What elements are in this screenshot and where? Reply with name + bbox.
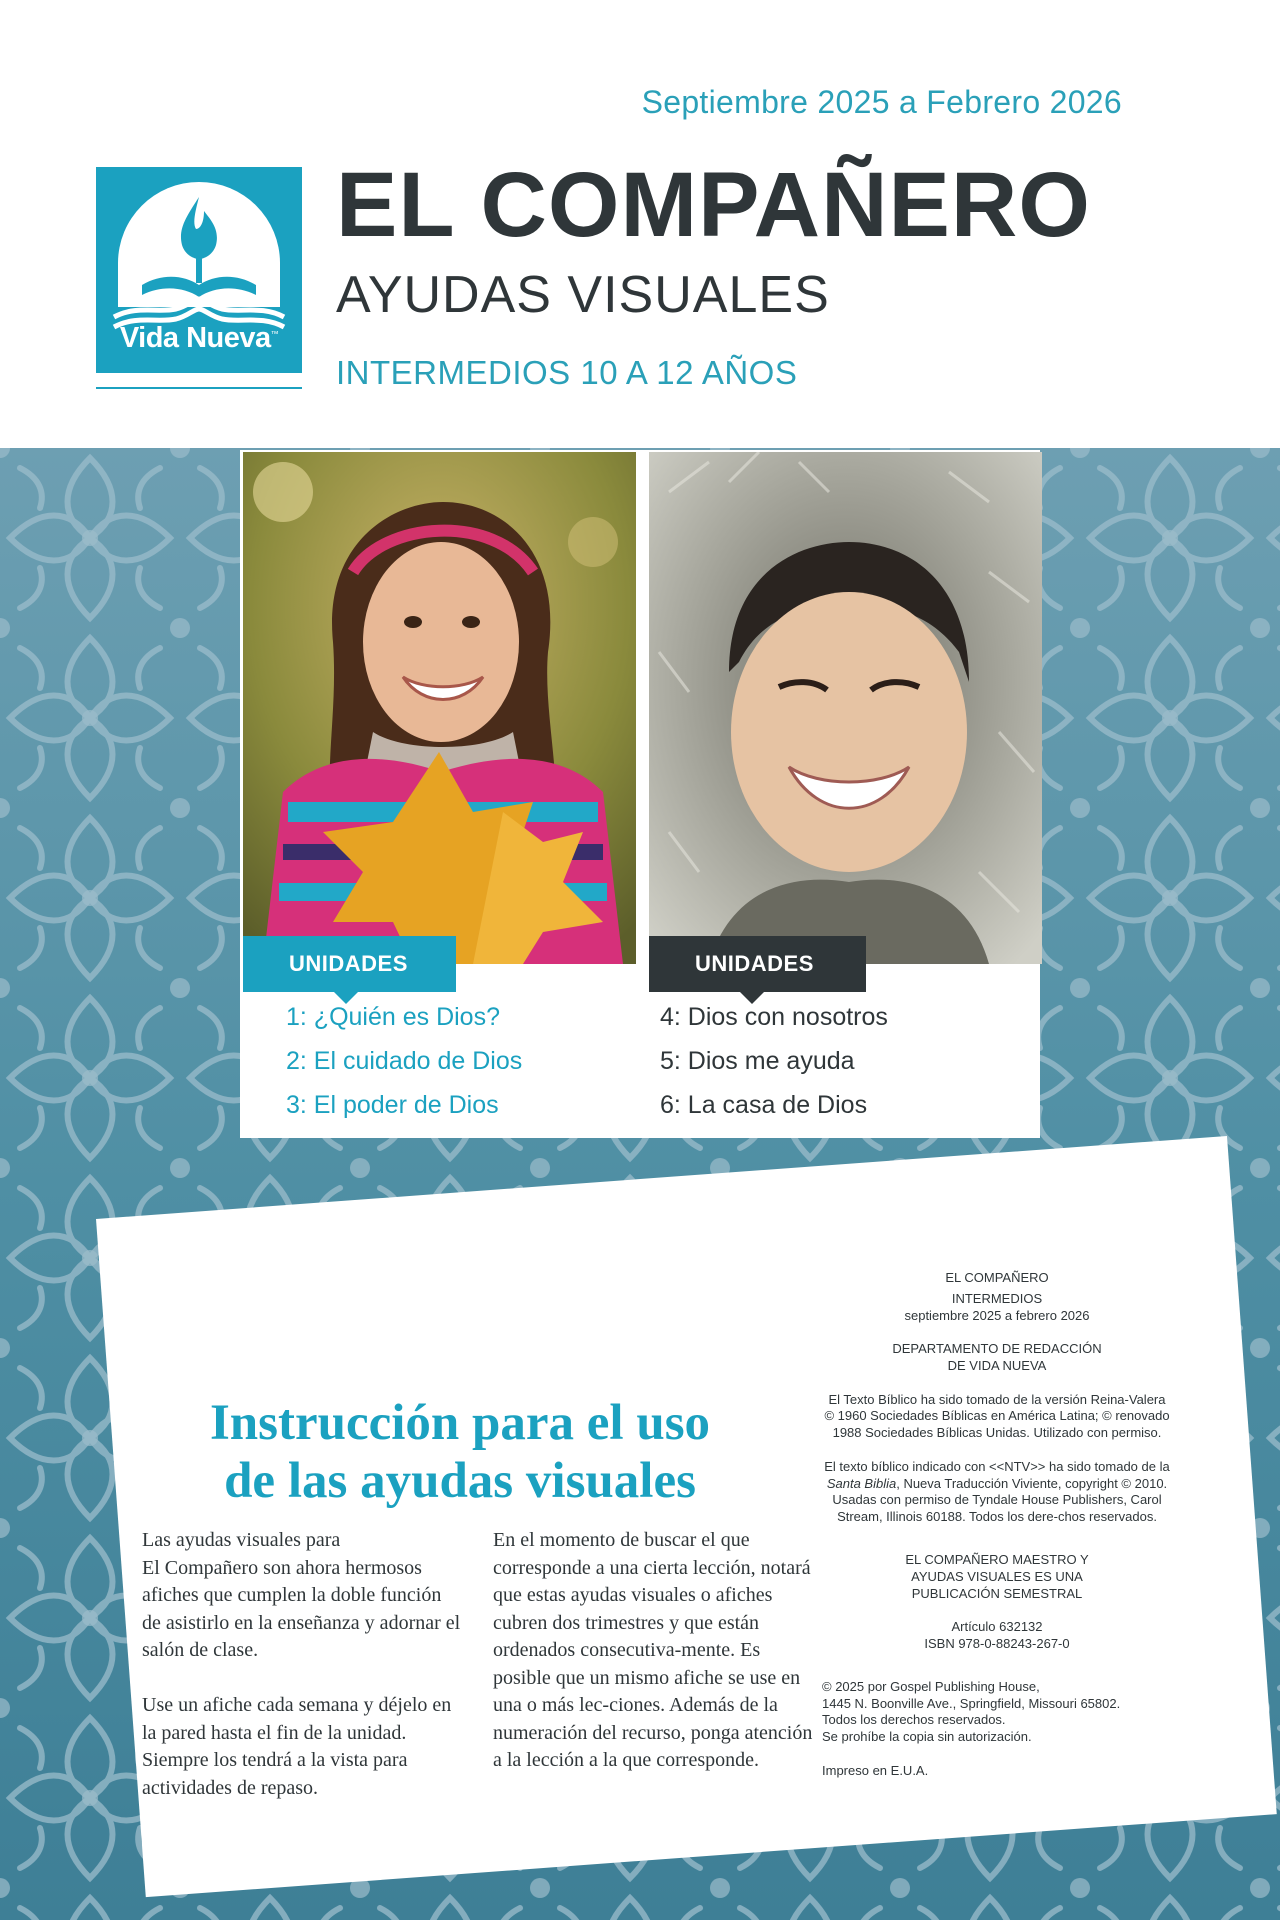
units-panel [240, 450, 1040, 1138]
instructions-paragraph: Use un afiche cada semana y déjelo en la pared hasta el fin de la unidad. Siempre los tendrá a la vista para actividades de repaso. [142, 1694, 452, 1799]
date-range: Septiembre 2025 a Febrero 2026 [641, 84, 1122, 120]
credit-ntv-notice [822, 1459, 1172, 1526]
logo-text [96, 322, 302, 355]
publication-credits [822, 1270, 1172, 1796]
ntv-italic-text: Santa Biblia [826, 1475, 897, 1491]
credit-copyright: © 2025 por Gospel Publishing House, 1445 N. Boonville Ave., Springfield, Missouri 65802. Todos los derechos reservados. Se prohíbe la copia sin autorización. [822, 1678, 1121, 1745]
unit-item: 4: Dios con nosotros [660, 1003, 888, 1031]
logo-divider [96, 387, 302, 389]
unit-item: 1: ¿Quién es Dios? [286, 1003, 500, 1031]
instructions-paragraph: Las ayudas visuales para El Compañero son ahora hermosos afiches que cumplen la doble función de asistirlo en la enseñanza y adornar el salón de clase. [142, 1529, 461, 1661]
credit-article-isbn: Artículo 632132 ISBN 978-0-88243-267-0 [924, 1619, 1070, 1651]
units-list-right [660, 995, 888, 1127]
units-tab-label: UNIDADES [695, 951, 814, 976]
unit-item: 5: Dios me ayuda [660, 1047, 855, 1075]
trademark-mark: ™ [270, 329, 279, 339]
ntv-text: , Nueva Traducción Viviente, copyright © 2010. Usadas con permiso de Tyndale House Publishers, Carol Stream, Illinois 60188. Todos los dere-chos reservados. [832, 1475, 1168, 1525]
credit-semestral: EL COMPAÑERO MAESTRO Y AYUDAS VISUALES ES UNA PUBLICACIÓN SEMESTRAL [905, 1551, 1089, 1601]
units-tab-left [243, 936, 456, 992]
logo-name: Vida Nueva [119, 322, 271, 354]
instructions-column-2 [493, 1527, 813, 1802]
units-list-left [286, 995, 522, 1127]
instructions-column-1 [142, 1527, 462, 1830]
credit-printed: Impreso en E.U.A. [822, 1762, 929, 1778]
instructions-title-line: Instrucción para el uso [209, 1395, 711, 1451]
units-tab-right [649, 936, 866, 992]
child-in-fur-hood-photo [649, 452, 1042, 964]
instructions-paragraph: En el momento de buscar el que corresponde a una cierta lección, notará que estas ayudas visuales o afiches cubren dos trimestres y que están ordenados consecutiva-mente. Es posible que un mismo afiche se use en una o más lec-ciones. Además de la numeración del recurso, ponga atención a la lección a la que corresponde. [493, 1529, 813, 1771]
page-subtitle: AYUDAS VISUALES [336, 266, 830, 324]
girl-with-autumn-leaves-photo [243, 452, 636, 964]
unit-item: 6: La casa de Dios [660, 1091, 868, 1119]
units-tab-label: UNIDADES [289, 951, 408, 976]
unit-item: 3: El poder de Dios [286, 1091, 499, 1119]
credit-rv-notice: El Texto Bíblico ha sido tomado de la versión Reina-Valera © 1960 Sociedades Bíblicas en América Latina; © renovado 1988 Sociedades Bíblicas Unidas. Utilizado con permiso. [824, 1391, 1170, 1441]
credit-publication-name: EL COMPAÑERO [945, 1270, 1049, 1285]
page-title: EL COMPAÑERO [336, 154, 1091, 256]
credit-department: DEPARTAMENTO DE REDACCIÓN DE VIDA NUEVA [892, 1341, 1102, 1373]
credit-edition: INTERMEDIOS septiembre 2025 a febrero 2026 [904, 1290, 1090, 1323]
vida-nueva-logo [96, 167, 302, 373]
unit-item: 2: El cuidado de Dios [286, 1047, 523, 1075]
instructions-title [116, 1394, 804, 1510]
audience-label: INTERMEDIOS 10 A 12 AÑOS [336, 354, 798, 391]
ntv-text: El texto bíblico indicado con <<NTV>> ha sido tomado de la [824, 1458, 1170, 1474]
instructions-title-line: de las ayudas visuales [224, 1453, 696, 1509]
